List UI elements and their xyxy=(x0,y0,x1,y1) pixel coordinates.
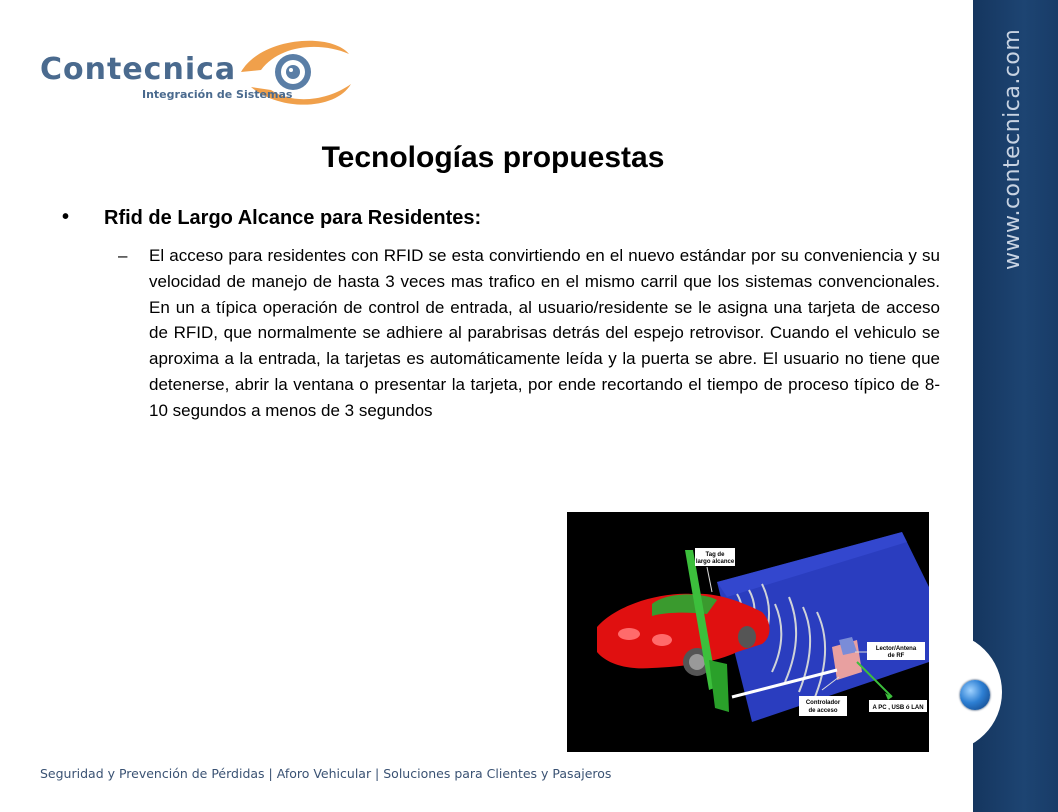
contecnica-logo xyxy=(36,30,356,115)
bullet-marker: • xyxy=(62,206,70,228)
reader-label-line2: de RF xyxy=(887,653,905,659)
bullet-heading: Rfid de Largo Alcance para Residentes: xyxy=(104,207,482,229)
rfid-diagram xyxy=(567,512,929,752)
controller-label-line1: Controlador xyxy=(805,700,841,706)
logo-name: Contecnica xyxy=(40,52,237,87)
sub-bullet-marker: – xyxy=(118,246,128,265)
tag-label-line1: Tag de xyxy=(705,552,725,558)
tag-label-line2: largo alcance xyxy=(695,559,735,565)
controller-label-line2: de acceso xyxy=(808,708,838,714)
sphere-icon xyxy=(960,680,990,710)
sidebar-url: www.contecnica.com xyxy=(1000,28,1025,270)
output-label: A PC , USB ó LAN xyxy=(872,705,924,711)
body-paragraph: El acceso para residentes con RFID se esta convirtiendo en el nuevo estándar por su conveniencia y su velocidad de manejo de hasta 3 veces mas trafico en el mismo carril que los sistemas convencionales. En un a típica operación de control de entrada, al usuario/residente se le asigna una tarjeta de acceso de RFID, que normalmente se adhiere al parabrisas detrás del espejo retrovisor. Cuando el vehiculo se aproxima a la entrada, la tarjetas es automáticamente leída y la puerta se abre. El usuario no tiene que detenerse, abrir la ventana o presentar la tarjeta, por ende recortando el tiempo de proceso típico de 8-10 segundos a menos de 3 segundos xyxy=(149,246,940,420)
logo-tagline: Integración de Sistemas xyxy=(142,88,293,101)
footer-tagline: Seguridad y Prevención de Pérdidas | Aforo Vehicular | Soluciones para Clientes y Pasajeros xyxy=(40,766,612,781)
reader-label-line1: Lector/Antena xyxy=(875,646,917,652)
slide-title: Tecnologías propuestas xyxy=(321,141,665,174)
